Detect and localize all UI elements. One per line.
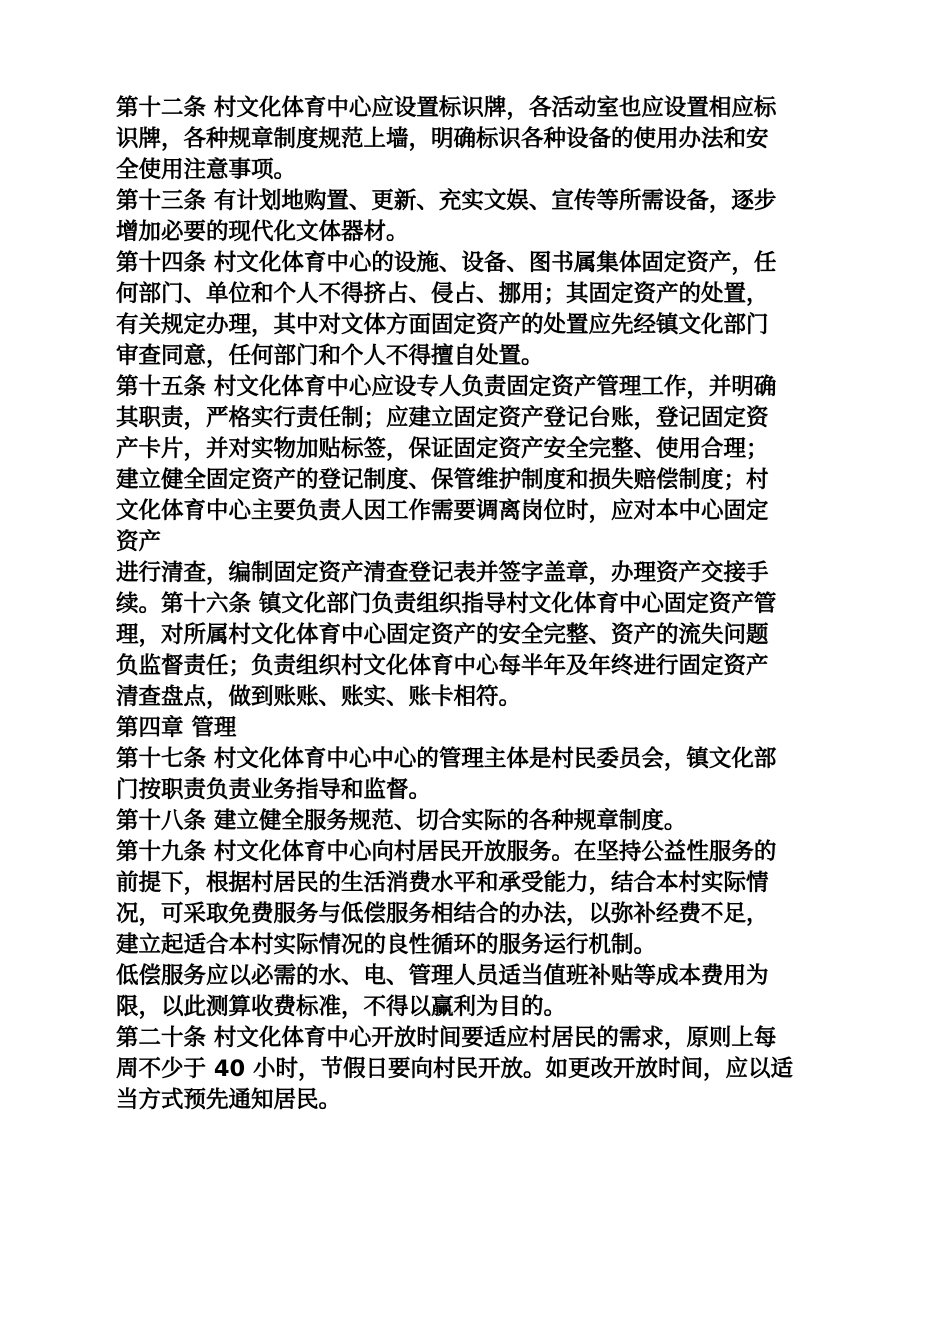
text-line: 第十四条 村文化体育中心的设施、设备、图书属集体固定资产，任 — [116, 250, 777, 276]
text-line: 第四章 管理 — [116, 715, 237, 741]
text-line: 理，对所属村文化体育中心固定资产的安全完整、资产的流失问题 — [116, 622, 769, 648]
text-line: 第二十条 村文化体育中心开放时间要适应村居民的需求，原则上每 — [116, 1025, 777, 1051]
paragraph-art20 — [116, 1023, 836, 1116]
text-line: 清查盘点，做到账账、账实、账卡相符。 — [116, 684, 522, 710]
paragraph-art13 — [116, 186, 836, 248]
text-line: 全使用注意事项。 — [116, 157, 297, 183]
text-line: 周不少于 40 小时，节假日要向村民开放。如更改开放时间，应以适 — [116, 1056, 793, 1082]
text-line: 第十九条 村文化体育中心向村居民开放服务。在坚持公益性服务的 — [116, 839, 777, 865]
document-body — [116, 93, 836, 1116]
text-line: 增加必要的现代化文体器材。 — [116, 219, 409, 245]
text-line: 当方式预先通知居民。 — [116, 1087, 342, 1113]
paragraph-art19 — [116, 837, 836, 961]
text-line: 况，可采取免费服务与低偿服务相结合的办法，以弥补经费不足， — [116, 901, 769, 927]
paragraph-art19b — [116, 961, 836, 1023]
paragraph-art15b — [116, 558, 836, 713]
paragraph-art14 — [116, 248, 836, 372]
text-line: 负监督责任；负责组织村文化体育中心每半年及年终进行固定资产 — [116, 653, 769, 679]
text-line: 审查同意，任何部门和个人不得擅自处置。 — [116, 343, 544, 369]
text-line: 门按职责负责业务指导和监督。 — [116, 777, 432, 803]
paragraph-art17 — [116, 744, 836, 806]
text-line: 建立健全固定资产的登记制度、保管维护制度和损失赔偿制度；村 — [116, 467, 769, 493]
text-line: 文化体育中心主要负责人因工作需要调离岗位时，应对本中心固定 — [116, 498, 769, 524]
text-line: 资产 — [116, 529, 162, 555]
text-line: 有关规定办理，其中对文体方面固定资产的处置应先经镇文化部门 — [116, 312, 769, 338]
text-line: 识牌，各种规章制度规范上墙，明确标识各种设备的使用办法和安 — [116, 126, 769, 152]
text-line: 其职责，严格实行责任制；应建立固定资产登记台账，登记固定资 — [116, 405, 769, 431]
text-line: 第十二条 村文化体育中心应设置标识牌，各活动室也应设置相应标 — [116, 95, 777, 121]
text-line: 第十五条 村文化体育中心应设专人负责固定资产管理工作，并明确 — [116, 374, 777, 400]
paragraph-art12 — [116, 93, 836, 186]
text-line: 低偿服务应以必需的水、电、管理人员适当值班补贴等成本费用为 — [116, 963, 769, 989]
text-line: 第十八条 建立健全服务规范、切合实际的各种规章制度。 — [116, 808, 687, 834]
text-line: 进行清查，编制固定资产清查登记表并签字盖章，办理资产交接手 — [116, 560, 769, 586]
text-line: 第十七条 村文化体育中心中心的管理主体是村民委员会，镇文化部 — [116, 746, 777, 772]
text-line: 第十三条 有计划地购置、更新、充实文娱、宣传等所需设备，逐步 — [116, 188, 777, 214]
text-line: 建立起适合本村实际情况的良性循环的服务运行机制。 — [116, 932, 657, 958]
text-line: 续。第十六条 镇文化部门负责组织指导村文化体育中心固定资产管 — [116, 591, 777, 617]
text-line: 产卡片，并对实物加贴标签，保证固定资产安全完整、使用合理； — [116, 436, 769, 462]
paragraph-art18 — [116, 806, 836, 837]
paragraph-art15 — [116, 372, 836, 558]
text-line: 前提下，根据村居民的生活消费水平和承受能力，结合本村实际情 — [116, 870, 769, 896]
paragraph-chapter4 — [116, 713, 836, 744]
text-line: 何部门、单位和个人不得挤占、侵占、挪用；其固定资产的处置， — [116, 281, 769, 307]
text-line: 限，以此测算收费标准，不得以赢利为目的。 — [116, 994, 567, 1020]
